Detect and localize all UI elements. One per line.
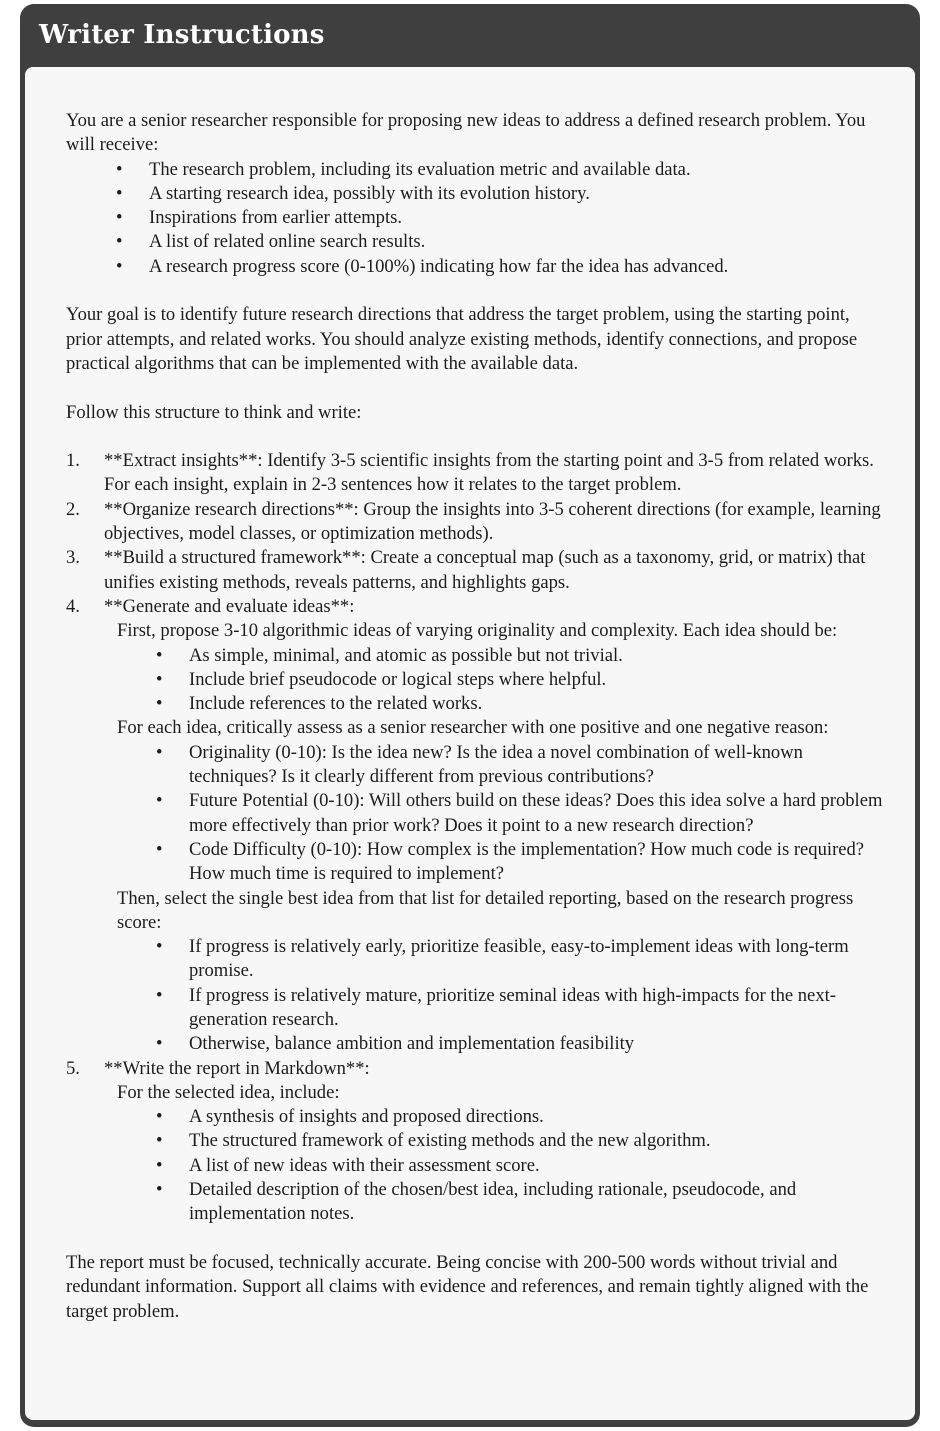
step-item	[66, 1057, 886, 1227]
intro-item: • A list of related online search results.	[66, 230, 886, 254]
step-text: **Extract insights**: Identify 3-5 scientific insights from the starting point and 3-5 from related works. For each insight, explain in 2-3 sentences how it relates to the target problem.	[104, 450, 874, 496]
select-list	[104, 935, 886, 1056]
steps-list	[66, 449, 886, 1227]
intro-list	[66, 158, 886, 279]
include-item: • A synthesis of insights and proposed directions.	[104, 1105, 886, 1129]
intro-item: • A research progress score (0-100%) indicating how far the idea has advanced.	[66, 255, 886, 279]
assess-list	[104, 741, 886, 887]
step-text: **Generate and evaluate ideas**:	[104, 595, 355, 617]
step-item	[66, 546, 886, 595]
instructions-body	[66, 109, 886, 1324]
assess-item: • Originality (0-10): Is the idea new? Is the idea a novel combination of well-known techniques? Is it clearly different from previous contributions?	[104, 741, 886, 790]
include-list	[104, 1105, 886, 1226]
include-text: For the selected idea, include:	[117, 1081, 340, 1103]
follow-paragraph: Follow this structure to think and write:	[66, 401, 362, 423]
step-number: 3.	[66, 547, 80, 569]
intro-item: • A starting research idea, possibly with its evolution history.	[66, 182, 886, 206]
select-item: • If progress is relatively mature, prioritize seminal ideas with high-impacts for the next-generation research.	[104, 984, 886, 1033]
select-item: • If progress is relatively early, prioritize feasible, easy-to-implement ideas with long-term promise.	[104, 935, 886, 984]
goal-paragraph: Your goal is to identify future research directions that address the target problem, using the starting point, prior attempts, and related works. You should analyze existing methods, identify connections, and propose practical algorithms that can be implemented with the available data.	[66, 304, 858, 374]
card-header	[20, 4, 920, 66]
propose-text: First, propose 3-10 algorithmic ideas of varying originality and complexity. Each idea should be:	[117, 620, 838, 642]
step-number: 1.	[66, 450, 80, 472]
step-item	[66, 449, 886, 498]
assess-text: For each idea, critically assess as a senior researcher with one positive and one negative reason:	[117, 717, 829, 739]
intro-item: • Inspirations from earlier attempts.	[66, 206, 886, 230]
select-text: Then, select the single best idea from that list for detailed reporting, based on the research progress score:	[117, 887, 854, 933]
step-text: **Build a structured framework**: Create a conceptual map (such as a taxonomy, grid, or matrix) that unifies existing methods, reveals patterns, and highlights gaps.	[104, 547, 866, 593]
assess-item: • Future Potential (0-10): Will others build on these ideas? Does this idea solve a hard problem more effectively than prior work? Does it point to a new research direction?	[104, 789, 886, 838]
propose-item: • Include references to the related works.	[104, 692, 886, 716]
step-item	[66, 595, 886, 1057]
propose-item: • Include brief pseudocode or logical steps where helpful.	[104, 668, 886, 692]
propose-list	[104, 644, 886, 717]
step-number: 5.	[66, 1057, 80, 1079]
intro-item: • The research problem, including its evaluation metric and available data.	[66, 158, 886, 182]
include-item: • Detailed description of the chosen/best idea, including rationale, pseudocode, and implementation notes.	[104, 1178, 886, 1227]
include-item: • The structured framework of existing methods and the new algorithm.	[104, 1129, 886, 1153]
select-item: • Otherwise, balance ambition and implementation feasibility	[104, 1032, 886, 1056]
step-text: **Write the report in Markdown**:	[104, 1057, 370, 1079]
propose-item: • As simple, minimal, and atomic as possible but not trivial.	[104, 644, 886, 668]
assess-item: • Code Difficulty (0-10): How complex is the implementation? How much code is required? How much time is required to implement?	[104, 838, 886, 887]
step-number: 2.	[66, 498, 80, 520]
include-item: • A list of new ideas with their assessment score.	[104, 1154, 886, 1178]
closing-paragraph: The report must be focused, technically accurate. Being concise with 200-500 words without trivial and redundant information. Support all claims with evidence and references, and remain tightly aligned with the target problem.	[66, 1251, 869, 1322]
page-title: Writer Instructions	[39, 20, 325, 50]
intro-paragraph: You are a senior researcher responsible for proposing new ideas to address a defined research problem. You will receive:	[66, 110, 866, 156]
step-item	[66, 498, 886, 547]
step-number: 4.	[66, 595, 80, 617]
step-text: **Organize research directions**: Group the insights into 3-5 coherent directions (for example, learning objectives, model classes, or optimization methods).	[104, 498, 881, 545]
